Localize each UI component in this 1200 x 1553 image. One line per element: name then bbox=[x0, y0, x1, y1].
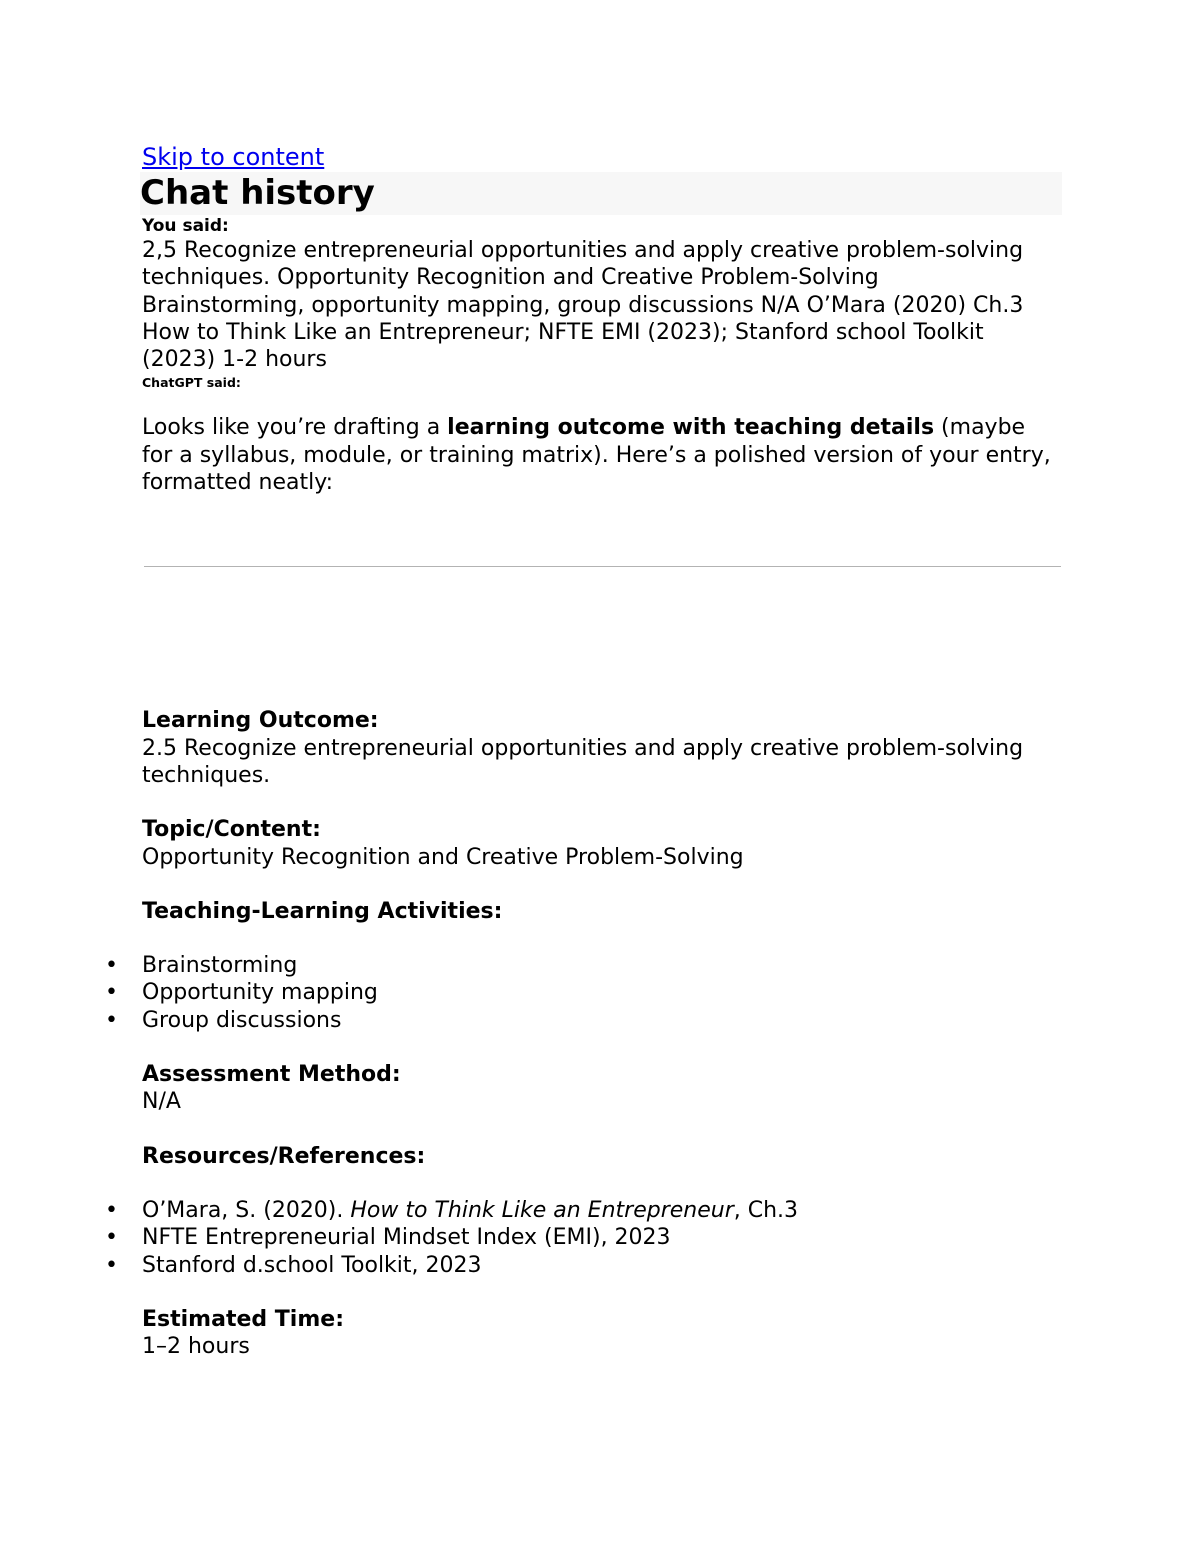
topic-value: Opportunity Recognition and Creative Problem-Solving bbox=[142, 844, 744, 870]
bullet-icon: • bbox=[105, 980, 118, 1006]
list-item bbox=[105, 1197, 1062, 1224]
topic-section bbox=[142, 816, 1062, 871]
activities-list bbox=[105, 952, 1062, 1034]
list-item bbox=[105, 979, 1062, 1006]
learning-outcome-value: 2.5 Recognize entrepreneurial opportunities and apply creative problem-solving techniques. bbox=[142, 735, 1024, 788]
assistant-message-label: ChatGPT said: bbox=[142, 375, 241, 391]
activities-section bbox=[105, 898, 1062, 1034]
bullet-icon: • bbox=[105, 1225, 118, 1251]
assessment-section bbox=[142, 1061, 1062, 1116]
resources-section bbox=[105, 1143, 1062, 1279]
formatted-entry bbox=[105, 707, 1062, 1360]
list-item bbox=[105, 1224, 1062, 1251]
resource-text: O’Mara, S. (2020). bbox=[142, 1197, 351, 1223]
assistant-intro-post: (maybe for a syllabus, module, or training matrix). Here’s a polished version of your entry, formatted neatly: bbox=[142, 415, 1051, 496]
activity-text: Brainstorming bbox=[142, 953, 298, 979]
resource-title: How to Think Like an Entrepreneur bbox=[350, 1197, 734, 1223]
document-page bbox=[105, 142, 1062, 1387]
bullet-icon: • bbox=[105, 1007, 118, 1033]
bullet-icon: • bbox=[105, 953, 118, 979]
bullet-icon: • bbox=[105, 1197, 118, 1223]
activity-text: Opportunity mapping bbox=[142, 980, 378, 1006]
resources-list bbox=[105, 1197, 1062, 1279]
assistant-intro-pre: Looks like you’re drafting a bbox=[142, 415, 448, 441]
estimated-time-section bbox=[142, 1306, 1062, 1361]
resource-suffix: , Ch.3 bbox=[733, 1197, 799, 1223]
assistant-intro bbox=[142, 414, 1057, 496]
activity-text: Group discussions bbox=[142, 1007, 342, 1033]
chat-history-header bbox=[140, 172, 1062, 215]
activities-label: Teaching-Learning Activities: bbox=[142, 898, 503, 924]
user-message-text: 2,5 Recognize entrepreneurial opportunities and apply creative problem-solving techniques. Opportunity Recognition and Creative Problem-Solving Brainstorming, opportunity mapping, group discussions N/A O’Mara (2020) Ch.3 How to Think Like an Entrepreneur; NFTE EMI (2023); Stanford school Toolkit (2023) 1-2 hours bbox=[142, 238, 1024, 373]
list-item bbox=[105, 1252, 1062, 1279]
learning-outcome-label: Learning Outcome: bbox=[142, 708, 379, 734]
assistant-intro-bold: learning outcome with teaching details bbox=[447, 415, 935, 441]
resource-text: Stanford d.school Toolkit, 2023 bbox=[142, 1252, 482, 1278]
assessment-label: Assessment Method: bbox=[142, 1062, 401, 1088]
resources-label: Resources/References: bbox=[142, 1143, 426, 1169]
skip-to-content-link[interactable]: Skip to content bbox=[142, 143, 325, 171]
estimated-time-label: Estimated Time: bbox=[142, 1306, 344, 1332]
assessment-value: N/A bbox=[142, 1089, 181, 1115]
bullet-icon: • bbox=[105, 1252, 118, 1278]
topic-label: Topic/Content: bbox=[142, 817, 321, 843]
section-divider bbox=[144, 566, 1061, 567]
user-message-label: You said: bbox=[142, 216, 229, 236]
resource-text: NFTE Entrepreneurial Mindset Index (EMI), 2023 bbox=[142, 1225, 671, 1251]
chat-history-title: Chat history bbox=[140, 173, 375, 213]
list-item bbox=[105, 952, 1062, 979]
list-item bbox=[105, 1007, 1062, 1034]
learning-outcome-section bbox=[142, 707, 1062, 789]
estimated-time-value: 1–2 hours bbox=[142, 1334, 250, 1360]
